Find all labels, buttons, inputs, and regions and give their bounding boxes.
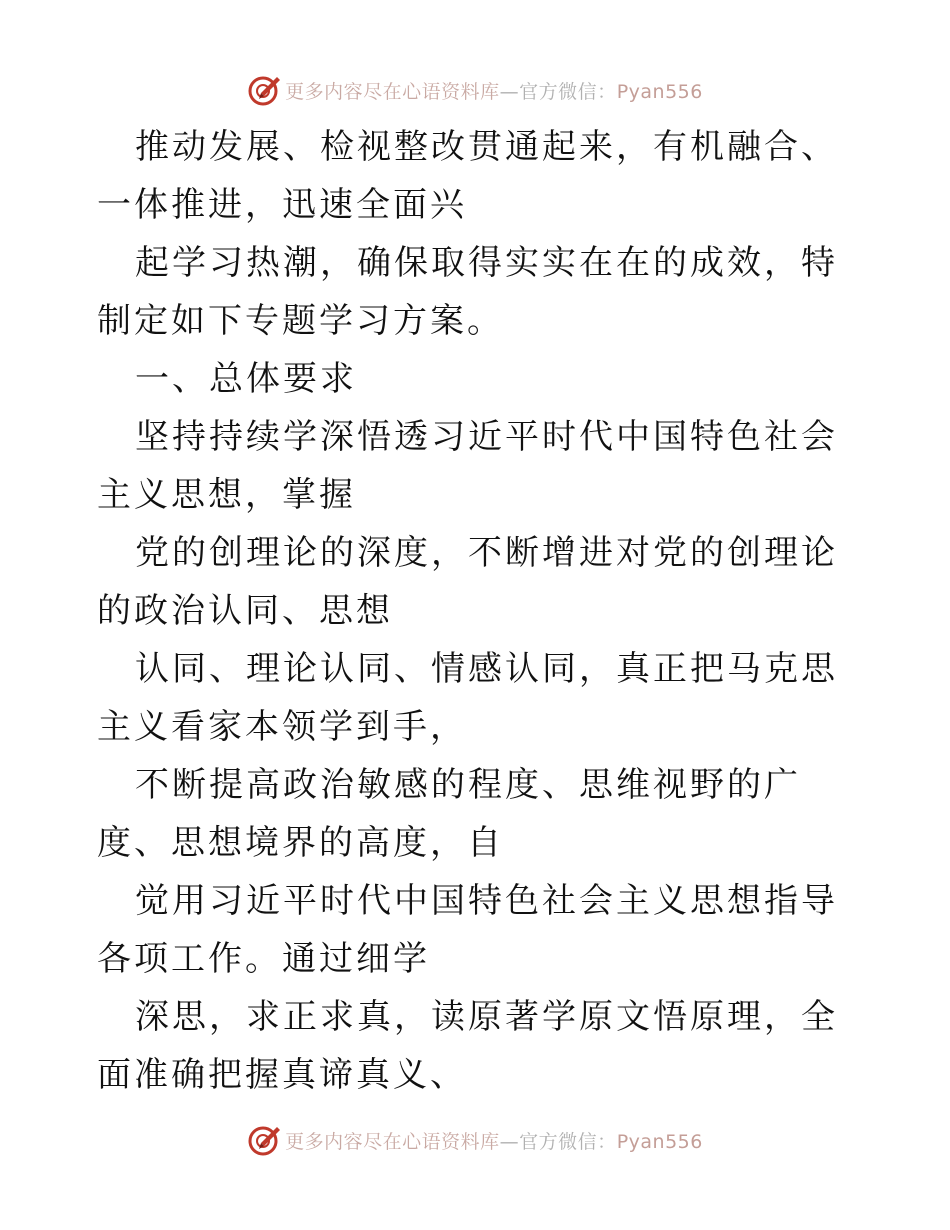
paragraph-4: 党的创理论的深度，不断增进对党的创理论的政治认同、思想 [97,533,838,631]
header-banner-text [285,77,703,104]
paragraph-3: 坚持持续学深悟透习近平时代中国特色社会主义思想，掌握 [97,417,838,515]
footer-watermark-banner [0,1120,950,1160]
paragraph-6: 不断提高政治敏感的程度、思维视野的广度、思想境界的高度，自 [97,765,801,863]
header-watermark-banner [0,70,950,110]
paragraph-2: 起学习热潮，确保取得实实在在的成效，特制定如下专题学习方案。 [97,243,838,341]
header-banner-main: 更多内容尽在心语资料库 [285,80,500,103]
section-heading: 一、总体要求 [135,359,357,399]
paragraph-8: 深思，求正求真，读原著学原文悟原理，全面准确把握真谛真义、 [97,997,838,1095]
footer-banner-id: Pyan556 [616,1130,703,1153]
document-body [97,118,857,1104]
brand-logo-icon [247,73,281,107]
paragraph-5: 认同、理论认同、情感认同，真正把马克思主义看家本领学到手， [97,649,838,747]
footer-banner-main: 更多内容尽在心语资料库 [285,1130,500,1153]
footer-banner-sep: —官方微信： [499,1130,617,1153]
header-banner-sep: —官方微信： [499,80,617,103]
footer-banner-text [285,1127,703,1154]
header-banner-id: Pyan556 [616,80,703,103]
paragraph-1: 推动发展、检视整改贯通起来，有机融合、一体推进，迅速全面兴 [97,127,838,225]
paragraph-7: 觉用习近平时代中国特色社会主义思想指导各项工作。通过细学 [97,881,838,979]
brand-logo-icon [247,1123,281,1157]
